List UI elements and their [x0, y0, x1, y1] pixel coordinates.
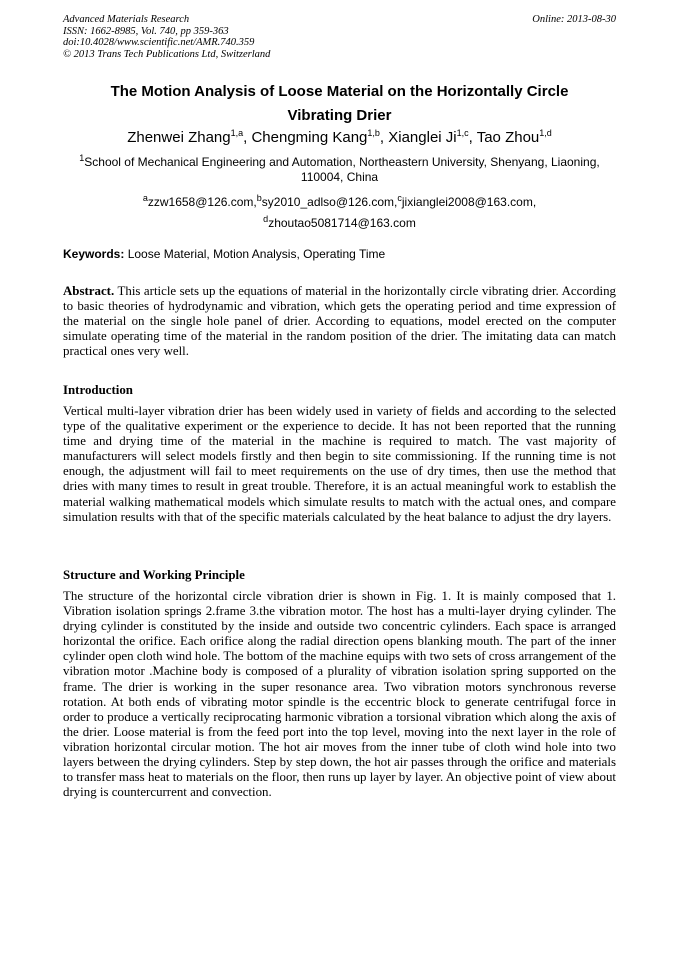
- author-name: Chengming Kang: [251, 129, 368, 146]
- email-list: $^a$zzw1658@126.com,$^b$sy2010_adlso@126.com,$^c$jixianglei2008@163.com, $^d$zhoutao5081714@163.com: [142, 193, 537, 230]
- online-date: Online: 2013-08-30: [532, 14, 616, 25]
- abstract-text: This article sets up the equations of material in the horizontally circle vibrating drier. According to basic theories of hydrodynamic and vibration, which gets the operating period and time expression of the material on the single hole panel of drier. According to equations, model erected on the computer simulate operating time of the material in the random position of the drier. The imitating data can match practical ones very well.: [63, 284, 616, 359]
- author-superscript: 1,d: [539, 128, 552, 138]
- affiliation-superscript: 1: [79, 153, 85, 163]
- author-name: Xianglei Ji: [388, 129, 457, 146]
- title-line-1: The Motion Analysis of Loose Material on the Horizontally Circle: [110, 83, 569, 100]
- author-superscript: 1,a: [230, 128, 244, 138]
- author-superscript: 1,c: [456, 128, 469, 138]
- title-line-2: Vibrating Drier: [287, 107, 392, 124]
- author-name: Tao Zhou: [476, 129, 540, 146]
- email-d: zhoutao5081714@163.com: [268, 216, 416, 230]
- journal-header: [63, 14, 616, 60]
- author-superscript: 1,b: [367, 128, 380, 138]
- section-heading-structure: Structure and Working Principle: [63, 568, 245, 582]
- journal-doi: doi:10.4028/www.scientific.net/AMR.740.359: [63, 37, 255, 48]
- keywords-text: Loose Material, Motion Analysis, Operating Time: [127, 247, 386, 261]
- paper-title: [63, 80, 616, 128]
- author-list: Zhenwei Zhang$^{1,a}$, Chengming Kang$^{1,b}$, Xianglei Ji$^{1,c}$, Tao Zhou$^{1,d}$: [127, 128, 552, 146]
- affiliation: [63, 155, 616, 185]
- section-body-structure: The structure of the horizontal circle vibration drier is shown in Fig. 1. It is mainly composed that 1. Vibration isolation springs 2.frame 3.the vibration motor. The host has a multi-layer drying cylinder. The drying cylinder is constituted by the inside and outside two concentric cylinders. Each space is arranged horizontal the orifice. Each orifice along the radial direction opens blanking mouth. The part of the inner cylinder open cloth wind hole. The bottom of the machine equips with two sets of cross arrangement of the vibration motor .Machine body is composed of a plurality of vibration isolation spring supported on the frame. The drier is working in the super resonance area. Two vibration motors synchronous reverse rotation. At both ends of vibrating motor spindle is the eccentric block to generate centrifugal force in order to produce a vertically reciprocating harmonic vibration a torsional vibration which along the axis of the drier. Loose material is from the feed port into the top level, moving into the next layer in the role of vibration horizontal circular motion. The hot air moves from the inner tube of cloth wind hole into two layers between the drying cylinders. Step by step down, the hot air passes through the orifice and materials to transfer mass heat to materials on the floor, then runs up layer by layer. An objective point of view about drying is countercurrent and convection.: [63, 589, 616, 800]
- email-a: zzw1658@126.com,: [147, 195, 257, 209]
- abstract: [63, 284, 616, 359]
- journal-name: Advanced Materials Research: [63, 14, 190, 25]
- section-heading-introduction: Introduction: [63, 383, 133, 397]
- journal-copyright: © 2013 Trans Tech Publications Ltd, Switzerland: [63, 48, 271, 60]
- journal-issn: ISSN: 1662-8985, Vol. 740, pp 359-363: [63, 25, 229, 37]
- email-c: jixianglei2008@163.com,: [401, 195, 537, 209]
- email-b: sy2010_adlso@126.com,: [261, 195, 398, 209]
- keywords: [63, 247, 616, 262]
- author-name: Zhenwei Zhang: [127, 129, 231, 146]
- keywords-label: Keywords:: [63, 247, 125, 261]
- affiliation-line-2: 110004, China: [300, 170, 379, 184]
- abstract-label: Abstract.: [63, 284, 115, 298]
- affiliation-line-1: School of Mechanical Engineering and Automation, Northeastern University, Shenyang, Liaoning,: [84, 155, 600, 169]
- section-body-introduction: Vertical multi-layer vibration drier has been widely used in variety of fields and according to the selected type of the qualitative experiment or the experience to decide. It has not been reported that the running time and drying time of the material in the machine is required to match. The vast majority of manufacturers will select models firstly and then begin to site commissioning. If the running time is not enough, the adjustment will fail to meet requirements on the use of dry times, then use the method that dries with many times to result in great trouble. Therefore, it is an actual meaningful work to establish the material walking mathematical models which simulate results to match with the actual ones, and compare simulation results with that of the specific materials calculated by the heat balance to adjust the dry layers.: [63, 404, 616, 524]
